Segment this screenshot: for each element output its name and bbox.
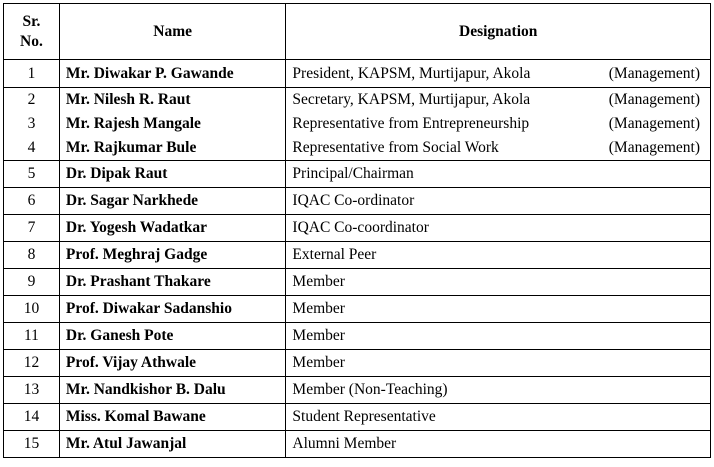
- sr-no-cell: 11: [4, 323, 60, 350]
- designation-cell: Alumni Member: [286, 431, 711, 458]
- sr-no-cell: 1: [4, 60, 60, 88]
- category-text: (Management): [608, 139, 700, 156]
- designation-cell: [286, 60, 711, 88]
- member-name-cell: Dr. Ganesh Pote: [59, 323, 286, 350]
- designation-cell: External Peer: [286, 242, 711, 269]
- designation-cell: IQAC Co-coordinator: [286, 215, 711, 242]
- table-row: [4, 161, 711, 188]
- table-row: [4, 188, 711, 215]
- table-row: [4, 215, 711, 242]
- header-sr-no: [4, 4, 60, 60]
- designation-line: [292, 65, 704, 83]
- table-row: [4, 242, 711, 269]
- designation-cell: [286, 88, 711, 161]
- designation-cell: Student Representative: [286, 404, 711, 431]
- designation-text: Representative from Entrepreneurship: [292, 115, 530, 132]
- header-name: Name: [59, 4, 286, 60]
- table-row: [4, 350, 711, 377]
- designation-cell: Member: [286, 269, 711, 296]
- sr-no-cell: 12: [4, 350, 60, 377]
- member-name-cell: Mr. Nandkishor B. Dalu: [59, 377, 286, 404]
- member-name-cell: Dr. Yogesh Wadatkar: [59, 215, 286, 242]
- sr-no-cell: 14: [4, 404, 60, 431]
- sr-no-cell: 8: [4, 242, 60, 269]
- category-text: (Management): [608, 64, 700, 82]
- committee-table: [3, 3, 711, 458]
- sr-no-cell: 15: [4, 431, 60, 458]
- sr-no: 2: [27, 91, 36, 108]
- designation-cell: Principal/Chairman: [286, 161, 711, 188]
- table-row-group: [4, 88, 711, 161]
- member-name: Mr. Nilesh R. Raut: [65, 91, 191, 108]
- sr-no-cell: 5: [4, 161, 60, 188]
- sr-no-cell: 7: [4, 215, 60, 242]
- table-row: [4, 296, 711, 323]
- member-name: Mr. Rajesh Mangale: [65, 115, 201, 132]
- member-name-cell: [59, 88, 286, 161]
- designation-text: Representative from Social Work: [292, 139, 499, 156]
- member-name-cell: Prof. Diwakar Sadanshio: [59, 296, 286, 323]
- member-name-cell: Dr. Dipak Raut: [59, 161, 286, 188]
- sr-no-cell: 6: [4, 188, 60, 215]
- table-row: [4, 404, 711, 431]
- sr-no-cell: [4, 88, 60, 161]
- member-name-cell: Dr. Sagar Narkhede: [59, 188, 286, 215]
- designation-cell: Member: [286, 350, 711, 377]
- member-name: Mr. Rajkumar Bule: [65, 139, 197, 156]
- designation-cell: Member: [286, 296, 711, 323]
- member-name-cell: Prof. Meghraj Gadge: [59, 242, 286, 269]
- sr-no: 3: [27, 115, 36, 132]
- member-name-cell: Mr. Atul Jawanjal: [59, 431, 286, 458]
- member-name-cell: Mr. Diwakar P. Gawande: [59, 60, 286, 88]
- designation-cell: IQAC Co-ordinator: [286, 188, 711, 215]
- member-name-cell: Prof. Vijay Athwale: [59, 350, 286, 377]
- designation-line: [292, 88, 704, 112]
- sr-no: 4: [27, 139, 36, 156]
- header-sr-no-text: Sr. No.: [20, 12, 43, 50]
- category-text: (Management): [608, 91, 700, 108]
- designation-text: President, KAPSM, Murtijapur, Akola: [292, 64, 531, 82]
- table-row: [4, 323, 711, 350]
- table-header-row: [4, 4, 711, 60]
- table-row: [4, 431, 711, 458]
- table-row: [4, 269, 711, 296]
- sr-no-cell: 10: [4, 296, 60, 323]
- sr-no-cell: 9: [4, 269, 60, 296]
- member-name-cell: Miss. Komal Bawane: [59, 404, 286, 431]
- header-designation: Designation: [286, 4, 711, 60]
- designation-line: [292, 112, 704, 136]
- designation-cell: Member (Non-Teaching): [286, 377, 711, 404]
- category-text: (Management): [608, 115, 700, 132]
- designation-line: [292, 136, 704, 160]
- sr-no-cell: 13: [4, 377, 60, 404]
- member-name-cell: Dr. Prashant Thakare: [59, 269, 286, 296]
- table-row: [4, 60, 711, 88]
- designation-cell: Member: [286, 323, 711, 350]
- table-row: [4, 377, 711, 404]
- designation-text: Secretary, KAPSM, Murtijapur, Akola: [292, 91, 531, 108]
